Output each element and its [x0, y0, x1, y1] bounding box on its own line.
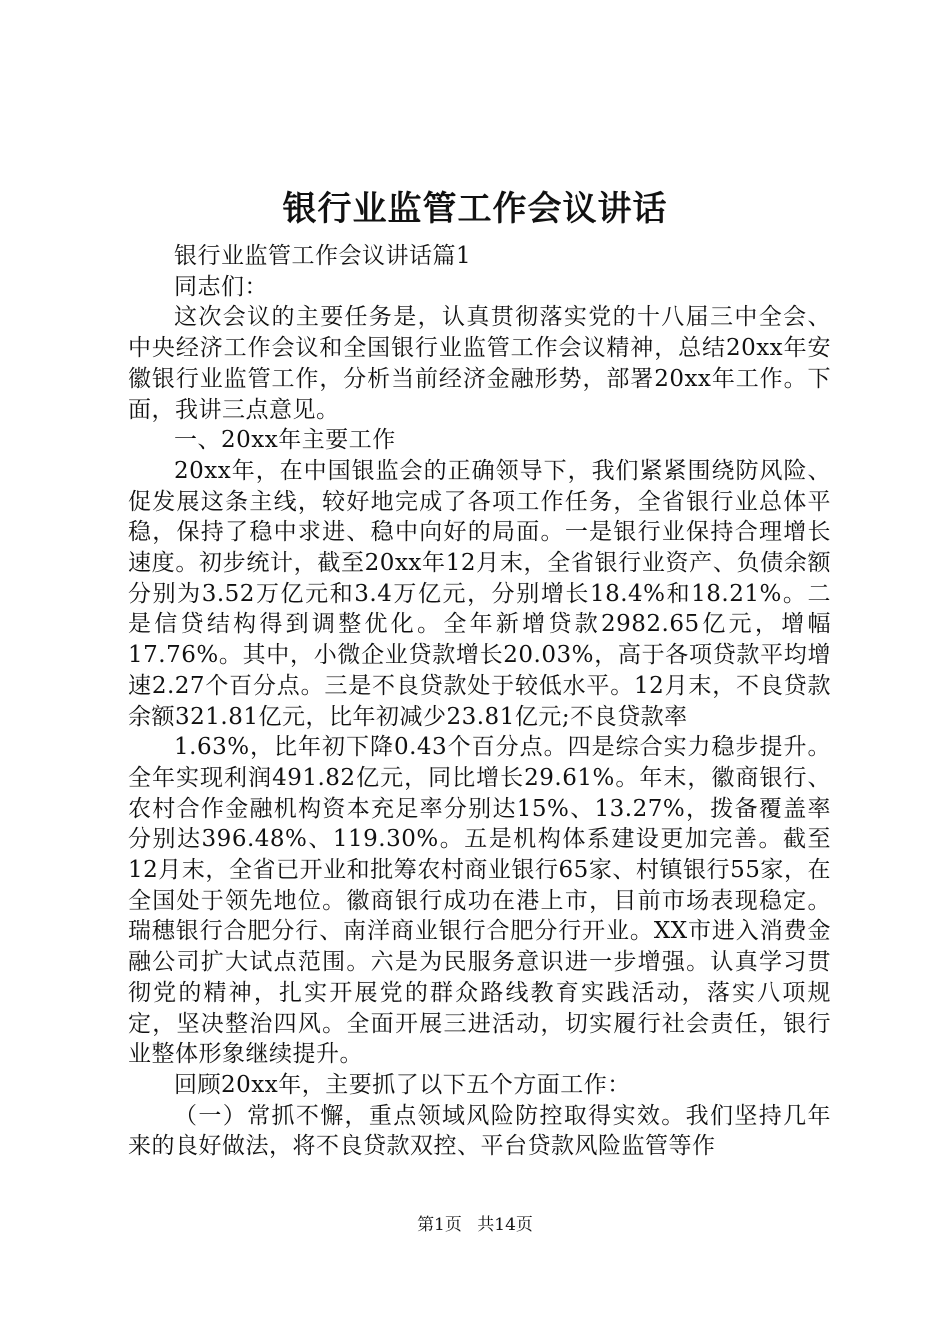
- paragraph-review-continued: 1.63%，比年初下降0.43个百分点。四是综合实力稳步提升。全年实现利润491.82亿元，同比增长29.61%。年末，徽商银行、农村合作金融机构资本充足率分别达15%、13.27%，拨备覆盖率分别达396.48%、119.30%。五是机构体系建设更加完善。截至12月末，全省已开业和批筹农村商业银行65家、村镇银行55家，在全国处于领先地位。徽商银行成功在港上市，目前市场表现稳定。瑞穗银行合肥分行、南洋商业银行合肥分行开业。XX市进入消费金融公司扩大试点范围。六是为民服务意识进一步增强。认真学习贯彻党的精神，扎实开展党的群众路线教育实践活动，落实八项规定，坚决整治四风。全面开展三进活动，切实履行社会责任，银行业整体形象继续提升。: [128, 734, 831, 1068]
- paragraph-item-one: （一）常抓不懈，重点领域风险防控取得实效。我们坚持几年来的良好做法，将不良贷款双控、平台贷款风险监管等作: [128, 1102, 831, 1160]
- paragraph-intro: 这次会议的主要任务是，认真贯彻落实党的十八届三中全会、中央经济工作会议和全国银行业监管工作会议精神，总结20xx年安徽银行业监管工作，分析当前经济金融形势，部署20xx年工作。下面，我讲三点意见。: [128, 304, 831, 423]
- section-heading: 一、20xx年主要工作: [174, 427, 396, 454]
- page-total: 共14页: [477, 1215, 533, 1235]
- paragraph-salutation: 同志们：: [174, 273, 268, 300]
- page-footer: [0, 1212, 950, 1238]
- page-number: 第1页: [417, 1215, 462, 1235]
- document-body: [128, 241, 831, 1162]
- paragraph-subtitle: 银行业监管工作会议讲话篇1: [174, 243, 472, 269]
- paragraph-review: 20xx年，在中国银监会的正确领导下，我们紧紧围绕防风险、促发展这条主线，较好地完成了各项工作任务，全省银行业总体平稳，保持了稳中求进、稳中向好的局面。一是银行业保持合理增长速度。初步统计，截至20xx年12月末，全省银行业资产、负债余额分别为3.52万亿元和3.4万亿元，分别增长18.4%和18.21%。二是信贷结构得到调整优化。全年新增贷款2982.65亿元，增幅17.76%。其中，小微企业贷款增长20.03%，高于各项贷款平均增速2.27个百分点。三是不良贷款处于较低水平。12月末，不良贷款余额321.81亿元，比年初减少23.81亿元;不良贷款率: [128, 457, 831, 730]
- paragraph-summary: 回顾20xx年，主要抓了以下五个方面工作：: [174, 1071, 631, 1098]
- document-title: 银行业监管工作会议讲话: [282, 189, 668, 229]
